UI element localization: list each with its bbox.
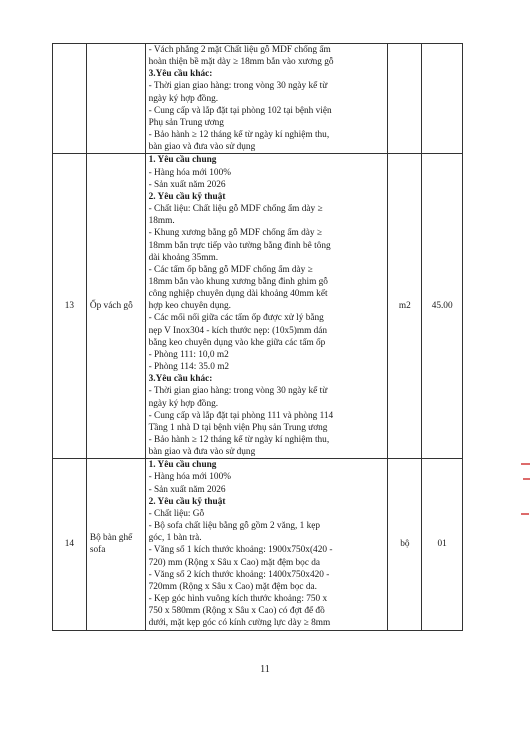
specification-table	[52, 43, 463, 631]
unit-cell	[388, 44, 422, 154]
spec-line: dài khoảng 35mm.	[148, 252, 219, 263]
spec-line: - Các mối nối giữa các tấm ốp được xử lý bằng	[148, 313, 324, 324]
spec-line: 18mm.	[148, 216, 175, 227]
spec-line: ngày ký hợp đồng.	[148, 398, 219, 409]
spec-line: - Phòng 114: 35.0 m2	[148, 362, 230, 373]
spec-line: - Thời gian giao hàng: trong vòng 30 ngày kể từ	[148, 81, 328, 92]
spec-line: công nghiệp chuyên dụng dài khoảng 40mm kết	[148, 289, 328, 300]
spec-line: - Sản xuất năm 2026	[148, 179, 226, 190]
spec-line: bàn giao và đưa vào sử dụng	[148, 447, 256, 458]
spec-line: Phụ sản Trung ương	[148, 117, 224, 128]
spec-line: bàn giao và đưa vào sử dụng	[148, 142, 256, 153]
item-description-cell	[145, 44, 388, 154]
item-description-cell	[145, 154, 388, 459]
spec-line: 18mm bắn vào khung xương bằng đinh ghim gỗ	[148, 276, 328, 287]
unit-cell: m2	[388, 154, 422, 459]
spec-line: - Chất liệu: Chất liệu gỗ MDF chống ẩm dày ≥	[148, 204, 323, 215]
spec-line: 720) mm (Rộng x Sâu x Cao) mặt đệm bọc da	[148, 557, 321, 568]
spec-line: - Hàng hóa mới 100%	[148, 167, 231, 178]
page-number: 11	[260, 664, 270, 675]
item-number-cell: 14	[53, 459, 87, 630]
unit-cell: bộ	[388, 459, 422, 630]
margin-mark	[523, 478, 530, 480]
spec-line: - Các tấm ốp bằng gỗ MDF chống ẩm dày ≥	[148, 264, 313, 275]
spec-line: - Hàng hóa mới 100%	[148, 472, 231, 483]
spec-line: - Văng số 1 kích thước khoảng: 1900x750x(420 -	[148, 545, 333, 556]
margin-mark	[521, 513, 529, 515]
spec-line: - Chất liệu: Gỗ	[148, 508, 205, 519]
section-heading: 1. Yêu cầu chung	[148, 155, 217, 166]
section-heading: 1. Yêu cầu chung	[148, 460, 217, 471]
spec-line: - Phòng 111: 10,0 m2	[148, 349, 229, 360]
spec-line: - Bộ sofa chất liệu bằng gỗ gồm 2 văng, 1 kẹp	[148, 521, 321, 532]
spec-line: ngày ký hợp đồng.	[148, 93, 219, 104]
item-number-cell	[53, 44, 87, 154]
quantity-cell: 01	[422, 459, 463, 630]
spec-line: 750 x 580mm (Rộng x Sâu x Cao) có đợt để đồ	[148, 606, 325, 617]
spec-line: - Vách phẳng 2 mặt Chất liệu gỗ MDF chống ẩm	[148, 45, 331, 55]
spec-line: - Sản xuất năm 2026	[148, 484, 226, 495]
spec-line: - Kẹp góc hình vuông kích thước khoảng: 750 x	[148, 594, 328, 605]
spec-line: - Thời gian giao hàng: trong vòng 30 ngày kể từ	[148, 386, 328, 397]
quantity-cell	[422, 44, 463, 154]
section-heading: 2. Yêu cầu kỹ thuật	[148, 191, 226, 202]
item-name-cell: Bộ bàn ghế sofa	[86, 459, 145, 630]
spec-line: dưới, mặt kẹp góc có kính cường lực dày ≥ 8mm	[148, 618, 331, 629]
item-description-cell	[145, 459, 388, 630]
section-heading: 3.Yêu cầu khác:	[148, 69, 213, 80]
spec-line: - Khung xương bằng gỗ MDF chống ẩm dày ≥	[148, 228, 322, 239]
spec-line: - Cung cấp và lắp đặt tại phòng 111 và phòng 114	[148, 410, 334, 421]
quantity-cell: 45.00	[422, 154, 463, 459]
spec-line: - Văng số 2 kích thước khoảng: 1400x750x420 -	[148, 569, 330, 580]
spec-line: - Bảo hành ≥ 12 tháng kể từ ngày kí nghiệm thu,	[148, 435, 330, 445]
spec-line: - Cung cấp và lắp đặt tại phòng 102 tại bệnh viện	[148, 105, 332, 116]
margin-mark	[521, 463, 530, 465]
item-number-cell: 13	[53, 154, 87, 459]
spec-line: 720mm (Rộng x Sâu x Cao) mặt đệm bọc da.	[148, 581, 317, 592]
table-row	[53, 459, 463, 630]
section-heading: 3.Yêu cầu khác:	[148, 374, 213, 385]
item-name-cell: Ốp vách gỗ	[86, 154, 145, 459]
item-name-cell	[86, 44, 145, 154]
spec-line: nẹp V Inox304 - kích thước nẹp: (10x5)mm dán	[148, 325, 328, 336]
spec-line: góc, 1 bàn trà.	[148, 533, 202, 544]
spec-line: - Bảo hành ≥ 12 tháng kể từ ngày kí nghiệm thu,	[148, 130, 330, 141]
table-row	[53, 44, 463, 154]
spec-line: 18mm bắn trực tiếp vào tường bằng đinh bê tông	[148, 240, 331, 251]
spec-line: bằng keo chuyên dụng vào khe giữa các tấm ốp	[148, 337, 326, 348]
table-row	[53, 154, 463, 459]
spec-line: Tầng 1 nhà D tại bệnh viện Phụ sản Trung ương	[148, 422, 328, 433]
spec-line: hợp keo chuyên dụng.	[148, 301, 231, 312]
spec-line: hoàn thiện bề mặt dày ≥ 18mm bắn vào xương gỗ	[148, 57, 334, 68]
section-heading: 2. Yêu cầu kỹ thuật	[148, 496, 226, 507]
